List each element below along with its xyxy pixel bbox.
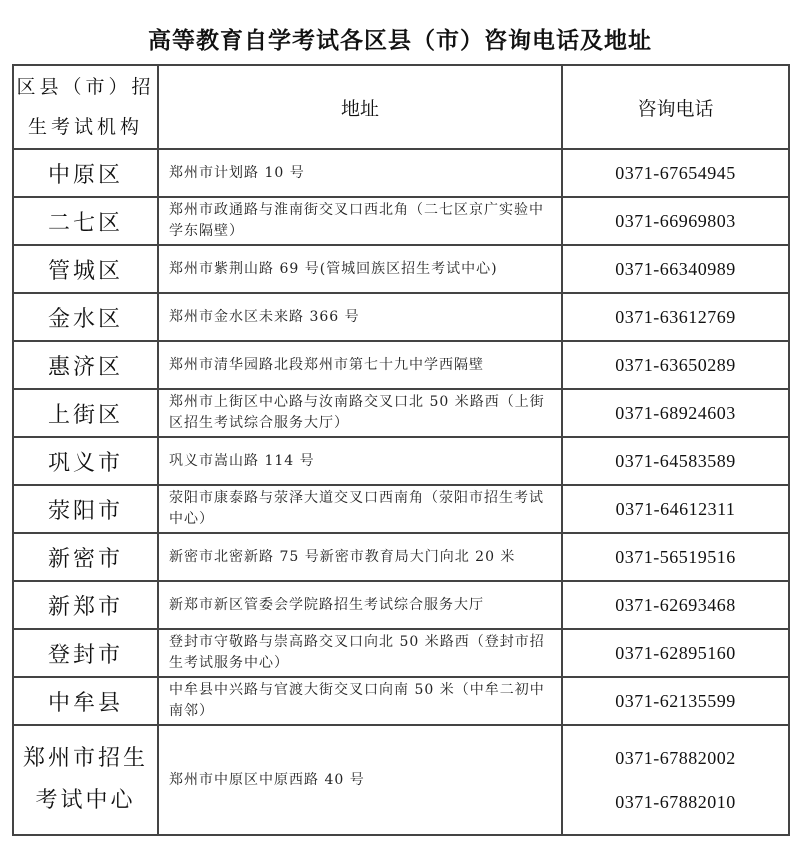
org-name: 二七区 (13, 197, 158, 245)
table-row (13, 677, 789, 725)
org-name: 管城区 (13, 245, 158, 293)
address-cell: 新郑市新区管委会学院路招生考试综合服务大厅 (158, 581, 562, 629)
address-cell: 新密市北密新路 75 号新密市教育局大门向北 20 米 (158, 533, 562, 581)
address-cell: 郑州市计划路 10 号 (158, 149, 562, 197)
org-name: 中原区 (13, 149, 158, 197)
table-row (13, 725, 789, 835)
org-name: 金水区 (13, 293, 158, 341)
org-name: 新郑市 (13, 581, 158, 629)
phone-cell: 0371-67654945 (562, 149, 789, 197)
phone-cell: 0371-64612311 (562, 485, 789, 533)
address-cell: 郑州市紫荆山路 69 号(管城回族区招生考试中心) (158, 245, 562, 293)
table-row (13, 437, 789, 485)
table-header-row (13, 65, 789, 149)
phone-cell: 0371-62693468 (562, 581, 789, 629)
address-cell: 荥阳市康泰路与荥泽大道交叉口西南角（荥阳市招生考试中心） (158, 485, 562, 533)
table-row (13, 341, 789, 389)
org-name: 中牟县 (13, 677, 158, 725)
phone-cell: 0371-63612769 (562, 293, 789, 341)
address-cell: 郑州市上街区中心路与汝南路交叉口北 50 米路西（上街区招生考试综合服务大厅） (158, 389, 562, 437)
phone-number-2: 0371-67882010 (615, 792, 736, 812)
address-cell: 巩义市嵩山路 114 号 (158, 437, 562, 485)
address-cell: 中牟县中兴路与官渡大街交叉口向南 50 米（中牟二初中南邻） (158, 677, 562, 725)
phone-cell: 0371-63650289 (562, 341, 789, 389)
address-cell: 登封市守敬路与崇高路交叉口向北 50 米路西（登封市招生考试服务中心） (158, 629, 562, 677)
table-row (13, 149, 789, 197)
org-name: 登封市 (13, 629, 158, 677)
header-org-line2: 生考试机构 (27, 116, 143, 138)
phone-cell (562, 725, 789, 835)
table-row (13, 629, 789, 677)
phone-cell: 0371-66340989 (562, 245, 789, 293)
phone-cell: 0371-68924603 (562, 389, 789, 437)
phone-cell: 0371-62135599 (562, 677, 789, 725)
table-row (13, 389, 789, 437)
phone-number-1: 0371-67882002 (615, 748, 736, 768)
org-name: 荥阳市 (13, 485, 158, 533)
contact-table (12, 64, 790, 836)
header-org-line1: 区县（市）招 (16, 76, 155, 98)
table-row (13, 197, 789, 245)
phone-cell: 0371-64583589 (562, 437, 789, 485)
phone-cell: 0371-56519516 (562, 533, 789, 581)
table-row (13, 533, 789, 581)
org-name-line1: 郑州市招生 (22, 746, 148, 771)
org-name: 上街区 (13, 389, 158, 437)
header-address: 地址 (158, 65, 562, 149)
org-name (13, 725, 158, 835)
address-cell: 郑州市金水区未来路 366 号 (158, 293, 562, 341)
table-row (13, 485, 789, 533)
address-cell: 郑州市清华园路北段郑州市第七十九中学西隔壁 (158, 341, 562, 389)
phone-cell: 0371-62895160 (562, 629, 789, 677)
org-name: 巩义市 (13, 437, 158, 485)
table-row (13, 245, 789, 293)
header-org (13, 65, 158, 149)
org-name: 惠济区 (13, 341, 158, 389)
address-cell: 郑州市中原区中原西路 40 号 (158, 725, 562, 835)
org-name-line2: 考试中心 (35, 788, 136, 813)
org-name: 新密市 (13, 533, 158, 581)
header-phone: 咨询电话 (562, 65, 789, 149)
page-title: 高等教育自学考试各区县（市）咨询电话及地址 (148, 27, 652, 54)
address-cell: 郑州市政通路与淮南街交叉口西北角（二七区京广实验中学东隔壁） (158, 197, 562, 245)
table-row (13, 581, 789, 629)
phone-cell: 0371-66969803 (562, 197, 789, 245)
table-row (13, 293, 789, 341)
